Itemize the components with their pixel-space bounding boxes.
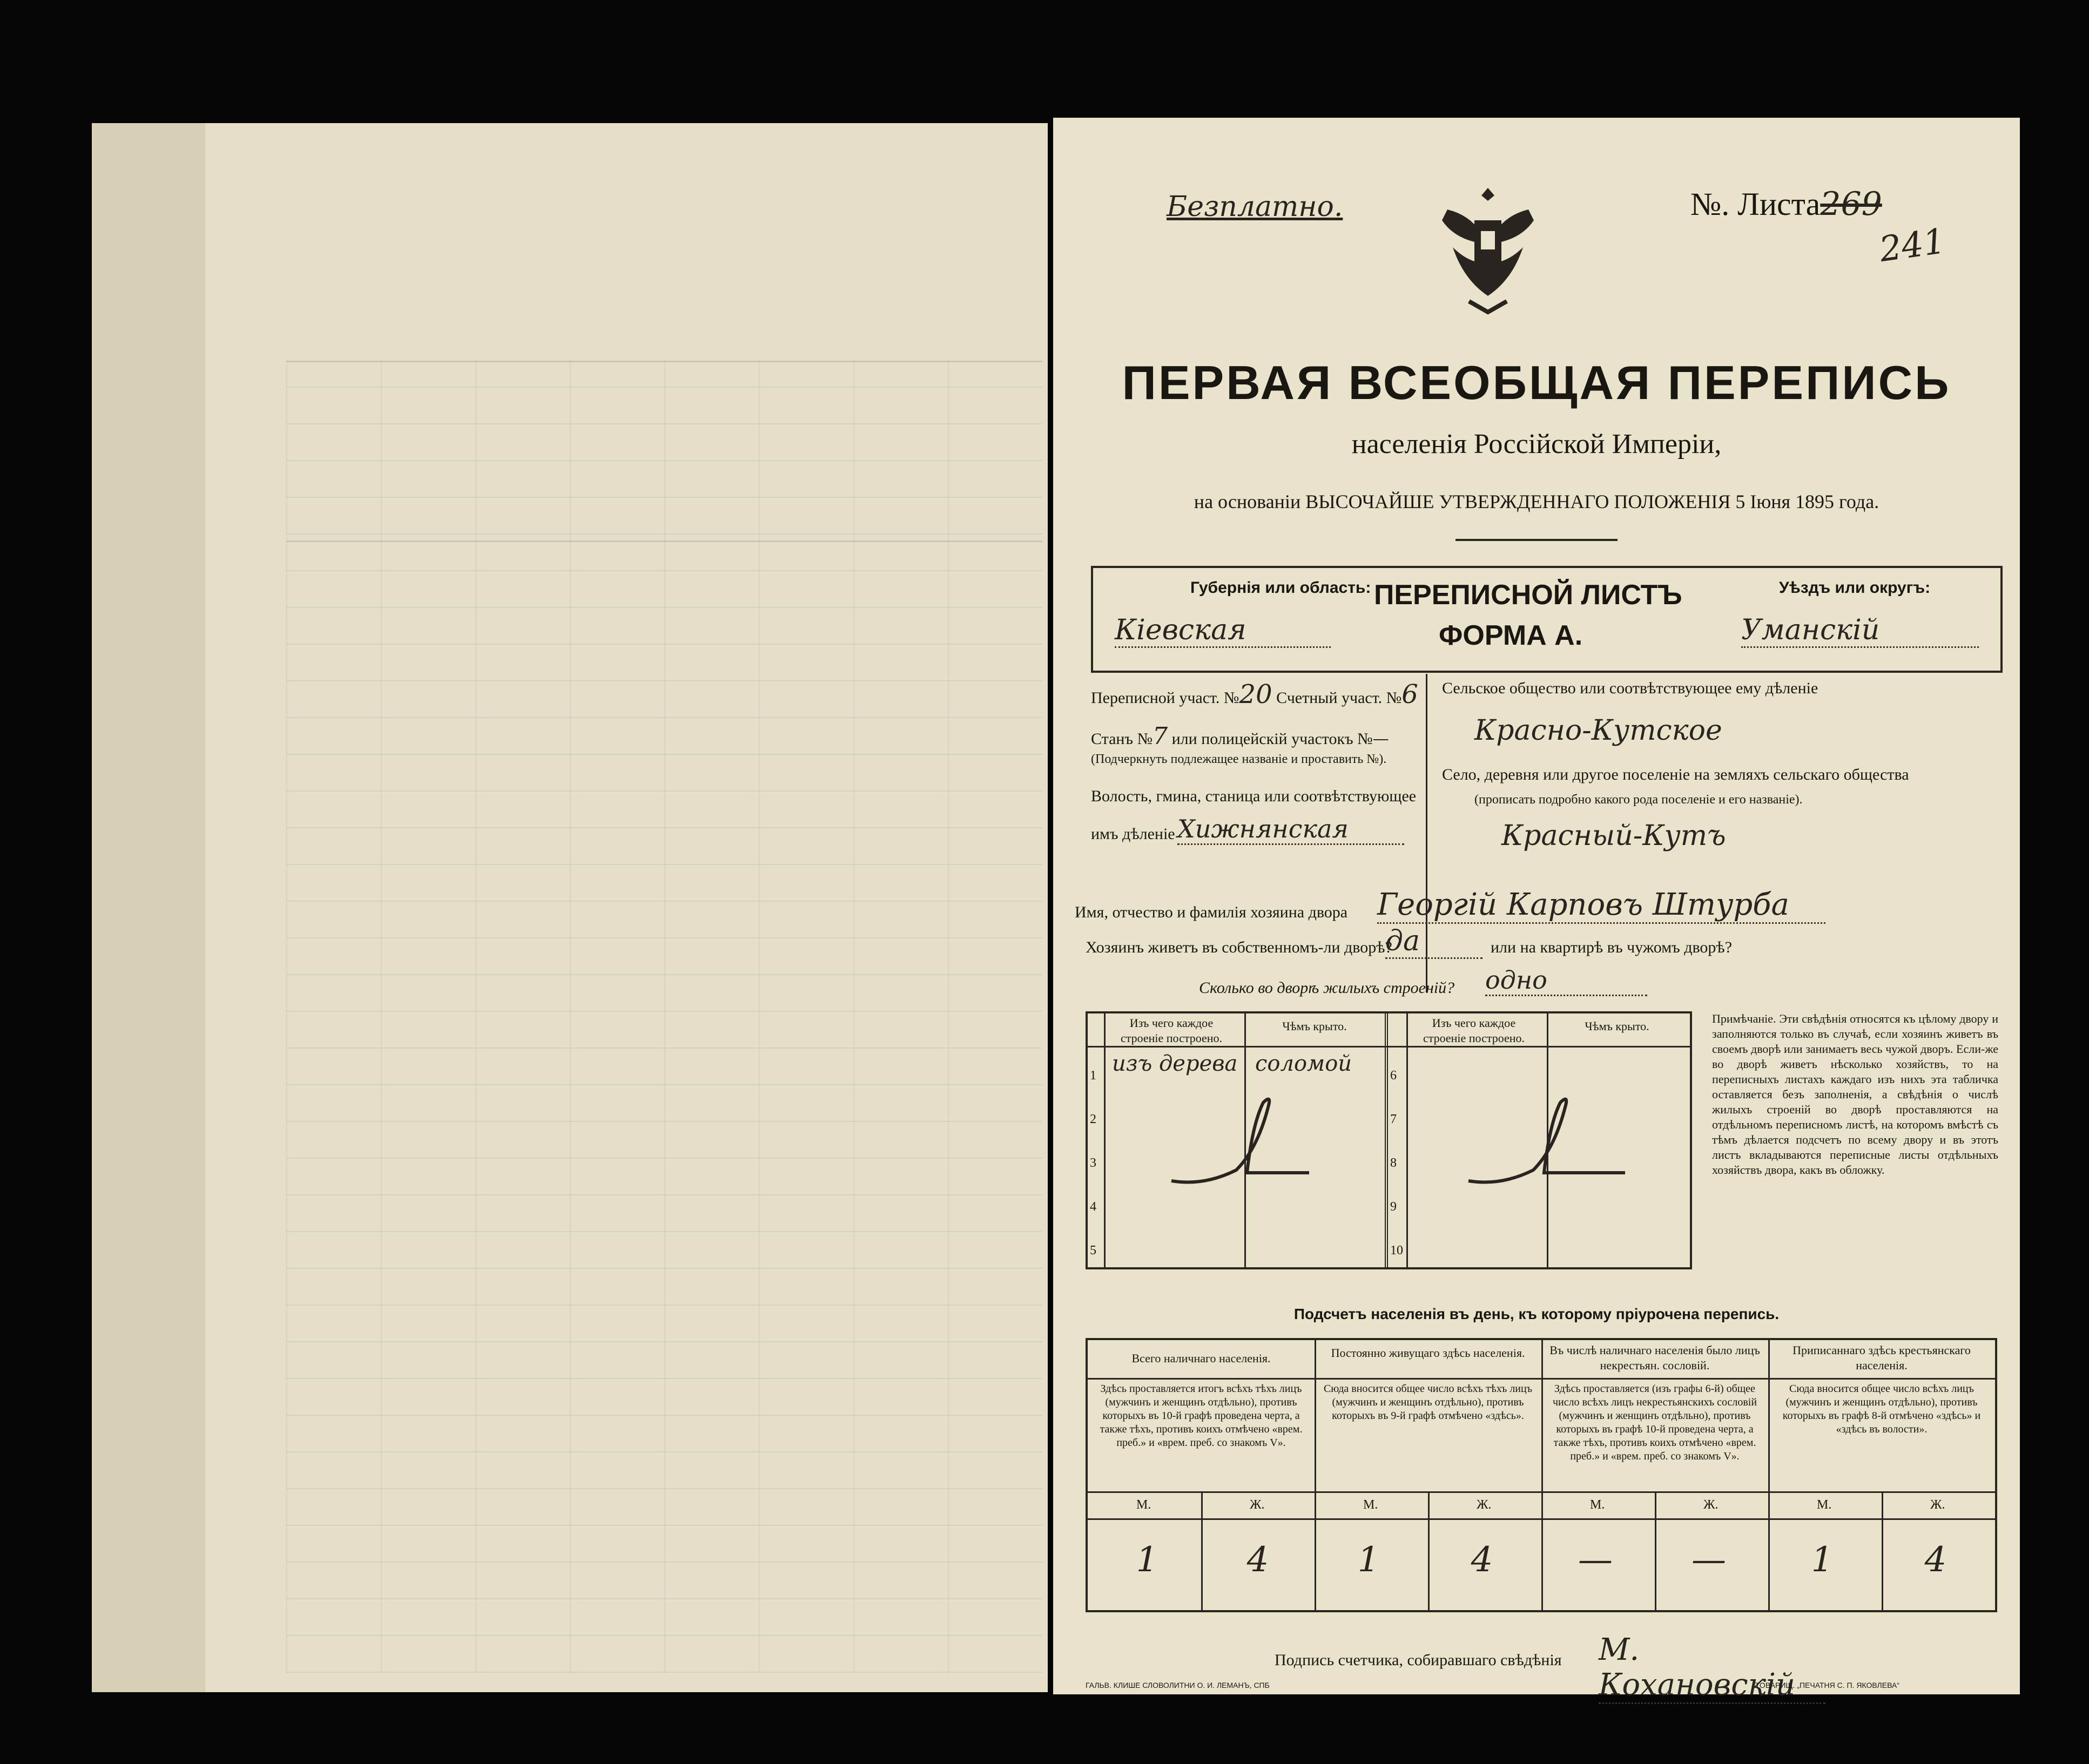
- tally-rule: [1541, 1340, 1543, 1610]
- society-value: Красно-Кутское: [1474, 714, 1722, 747]
- tally-value: 4: [1246, 1540, 1269, 1580]
- buildings-label: Сколько во дворѣ жилыхъ строеній?: [1199, 979, 1455, 997]
- tally-f-label: Ж.: [1250, 1498, 1265, 1512]
- ornament-divider: [1455, 539, 1618, 541]
- tally-value: 4: [1924, 1540, 1947, 1580]
- owner-lives-label-2: или на квартирѣ въ чужомъ дворѣ?: [1491, 938, 1733, 956]
- printer-left: ГАЛЬВ. КЛИШЕ СЛОВОЛИТНИ О. И. ЛЕМАНЪ, СПБ: [1086, 1681, 1270, 1689]
- volost-value: Хижнянская: [1177, 814, 1404, 845]
- tally-col-3-desc: Здѣсь проставляется (изъ графы 6-й) общее число всѣхъ лицъ некрестьянскихъ сословій (мужчинъ и женщинъ отдѣльно), противъ которыхъ въ графѣ 10-й проведена черта, а также тѣхъ, противъ коихъ отмѣчено «врем. преб.» и «врем. преб. со знакомъ V».: [1552, 1383, 1757, 1462]
- building-row-number: 1: [1090, 1069, 1096, 1083]
- building-row-number: 3: [1090, 1156, 1096, 1170]
- buildings-rows-right: [1390, 1054, 1403, 1273]
- police-value: —: [1372, 729, 1389, 748]
- building-row-number: 9: [1390, 1200, 1397, 1214]
- building-row-number: 2: [1090, 1112, 1096, 1126]
- left-page-margin: [92, 123, 205, 1692]
- building-row-number: 5: [1090, 1243, 1096, 1258]
- buildings-rule: [1406, 1013, 1408, 1267]
- tally-rule: [1655, 1491, 1656, 1610]
- tally-value: 1: [1811, 1540, 1834, 1580]
- tally-col-2-desc: Сюда вносится общее число всѣхъ тѣхъ лицъ (мужчинъ и женщинъ отдѣльно), противъ которыхъ въ 9-й графѣ отмѣчено «здѣсь».: [1323, 1383, 1533, 1422]
- tally-m-label: М.: [1363, 1498, 1378, 1512]
- census-area-label: Переписной участ. №: [1091, 689, 1239, 707]
- guberniya-label: Губернія или область:: [1190, 579, 1371, 597]
- tally-rule: [1882, 1491, 1883, 1610]
- building-1-material: изъ дерева: [1112, 1051, 1238, 1076]
- tally-col-2-title: Постоянно живущаго здѣсь населенія.: [1331, 1346, 1525, 1360]
- tally-rule: [1315, 1340, 1316, 1610]
- census-basis: на основаніи ВЫСОЧАЙШЕ УТВЕРЖДЕННАГО ПОЛОЖЕНІЯ 5 Іюня 1895 года.: [1194, 491, 1879, 512]
- tally-heading: Подсчетъ населенія въ день, къ которому пріурочена перепись.: [1293, 1306, 1780, 1322]
- building-row-number: 4: [1090, 1200, 1096, 1214]
- census-subtitle: населенія Россійской Имперіи,: [1351, 429, 1722, 459]
- signature-value: М. Кохановскій: [1599, 1632, 1825, 1704]
- census-form-page: [1053, 118, 2020, 1702]
- buildings-table: [1086, 1011, 1692, 1269]
- printer-right: ТОВАРИЩ. „ПЕЧАТНЯ С. П. ЯКОВЛЕВА“: [1755, 1681, 1899, 1689]
- tally-col-1-desc: Здѣсь проставляется итогъ всѣхъ тѣхъ лицъ (мужчинъ и женщинъ отдѣльно), противъ которыхъ въ 10-й графѣ проведена черта, а также тѣхъ, противъ коихъ отмѣчено «врем. преб.» и «врем. преб. со знакомъ V».: [1100, 1383, 1303, 1449]
- owner-name-label: Имя, отчество и фамилія хозяина двора: [1075, 903, 1348, 921]
- owner-lives-value: да: [1385, 925, 1482, 959]
- buildings-col-material: Изъ чего каждое строеніе построено.: [1120, 1016, 1223, 1045]
- building-row-number: 6: [1390, 1069, 1397, 1083]
- imperial-eagle-emblem: [1431, 177, 1545, 317]
- volost-label-2: имъ дѣленіе: [1091, 825, 1175, 843]
- tally-rule: [1088, 1378, 1995, 1380]
- tally-m-label: М.: [1590, 1498, 1605, 1512]
- tally-col-1-title: Всего наличнаго населенія.: [1131, 1351, 1271, 1365]
- sheet-number: [1690, 185, 1882, 223]
- stan-note: (Подчеркнуть подлежащее названіе и проставить №).: [1091, 752, 1387, 766]
- tally-rule: [1428, 1491, 1430, 1610]
- building-row-number: 10: [1390, 1243, 1403, 1258]
- tally-f-label: Ж.: [1477, 1498, 1492, 1512]
- buildings-rows-left: [1090, 1054, 1096, 1273]
- tally-f-label: Ж.: [1703, 1498, 1719, 1512]
- buildings-table-split: [1385, 1013, 1388, 1267]
- building-1-roof: соломой: [1255, 1051, 1352, 1076]
- sheet-title: ПЕРЕПИСНОЙ ЛИСТЪ: [1374, 579, 1682, 611]
- buildings-header-rule: [1088, 1046, 1690, 1047]
- buildings-col-material-2: Изъ чего каждое строеніе построено.: [1423, 1016, 1525, 1045]
- stan-label: Станъ №: [1091, 730, 1153, 748]
- building-row-number: 7: [1390, 1112, 1397, 1126]
- census-title: ПЕРВАЯ ВСЕОБЩАЯ ПЕРЕПИСЬ: [1122, 356, 1951, 409]
- tally-value: 1: [1136, 1540, 1158, 1580]
- building-row-number: 8: [1390, 1156, 1397, 1170]
- census-area-value: 20: [1239, 679, 1272, 709]
- tally-col-4-desc: Сюда вносится общее число всѣхъ лицъ (мужчинъ и женщинъ отдѣльно), противъ которыхъ въ графѣ 8-й отмѣчено «здѣсь» и «здѣсь въ волости».: [1782, 1383, 1981, 1435]
- tally-rule: [1088, 1491, 1995, 1493]
- left-page-ruled-grid: [286, 361, 1042, 1673]
- tally-value: 1: [1357, 1540, 1380, 1580]
- tally-table: [1086, 1338, 1997, 1612]
- tally-f-label: Ж.: [1930, 1498, 1945, 1512]
- buildings-rule: [1104, 1013, 1106, 1267]
- tally-col-4-title: Приписаннаго здѣсь крестьянскаго населенія.: [1793, 1343, 1971, 1372]
- village-value: Красный-Кутъ: [1501, 820, 1726, 852]
- tally-rule: [1201, 1491, 1203, 1610]
- tally-rule: [1768, 1340, 1770, 1610]
- count-area-label: Счетный участ. №: [1276, 689, 1402, 707]
- cross-out-mark-right: [1466, 1094, 1628, 1192]
- volost-label: Волость, гмина, станица или соотвѣтствующее: [1091, 787, 1417, 805]
- buildings-col-roof: Чѣмъ крыто.: [1282, 1019, 1347, 1033]
- tally-m-label: М.: [1817, 1498, 1832, 1512]
- tally-col-3-title: Въ числѣ наличнаго населенія было лицъ некрестьян. сословій.: [1549, 1343, 1760, 1372]
- tally-value: —: [1692, 1540, 1726, 1580]
- sheet-number-crossed: 269: [1820, 185, 1882, 223]
- form-header-box: [1091, 566, 2003, 673]
- census-area-line: [1091, 679, 1418, 709]
- form-name: ФОРМА А.: [1439, 620, 1583, 651]
- owner-lives-label: Хозяинъ живетъ въ собственномъ-ли дворѣ?: [1086, 938, 1392, 956]
- signature-label: Подпись счетчика, собиравшаго свѣдѣнія: [1275, 1651, 1562, 1669]
- owner-name-value: Георгій Карповъ Штурба: [1377, 887, 1825, 924]
- stan-value: 7: [1153, 722, 1168, 750]
- sheet-number-handwritten: 241: [1877, 221, 1948, 271]
- buildings-value: одно: [1485, 965, 1647, 996]
- buildings-col-roof-2: Чѣмъ крыто.: [1585, 1019, 1649, 1033]
- tally-value: 4: [1471, 1540, 1493, 1580]
- village-label: Село, деревня или другое поселеніе на земляхъ сельскаго общества: [1442, 766, 1909, 783]
- police-label: или полицейскій участокъ №: [1171, 730, 1373, 748]
- buildings-note: Примѣчаніе. Эти свѣдѣнія относятся къ цѣлому двору и заполняются только въ случаѣ, если хозяинъ живетъ въ своемъ дворѣ или занимаетъ весь чужой дворъ. Если-же во дворѣ живетъ нѣсколько хозяйствъ, то на переписныхъ листахъ каждаго изъ нихъ эта табличка оставляется безъ заполненія, а свѣдѣнія о числѣ жилыхъ строеній во дворѣ проставляются на отдѣльномъ переписномъ листѣ, на которомъ вмѣстѣ съ тѣмъ дѣлается подсчетъ по всему двору и въ этотъ листъ вкладываются переписные листы отдѣльныхъ хозяйствъ двора, какъ въ обложку.: [1712, 1012, 1998, 1177]
- village-note: (прописать подробно какого рода поселеніе и его названіе).: [1474, 793, 1803, 807]
- sheet-number-label: №. Листа: [1690, 186, 1821, 222]
- uezd-value: Уманскій: [1741, 614, 1979, 648]
- uezd-label: Уѣздъ или округъ:: [1779, 579, 1931, 597]
- tally-rule: [1088, 1518, 1995, 1520]
- left-page-bleed-through-header: [286, 361, 1042, 542]
- count-area-value: 6: [1401, 679, 1418, 709]
- cross-out-mark-left: [1169, 1094, 1309, 1192]
- stan-line: [1091, 722, 1389, 750]
- free-label: Безплатно.: [1167, 191, 1343, 223]
- left-page-back-side: [92, 123, 1048, 1692]
- tally-value: —: [1578, 1540, 1613, 1580]
- society-label: Сельское общество или соотвѣтствующее ему дѣленіе: [1442, 679, 1818, 697]
- guberniya-value: Кіевская: [1115, 614, 1331, 648]
- tally-m-label: М.: [1136, 1498, 1151, 1512]
